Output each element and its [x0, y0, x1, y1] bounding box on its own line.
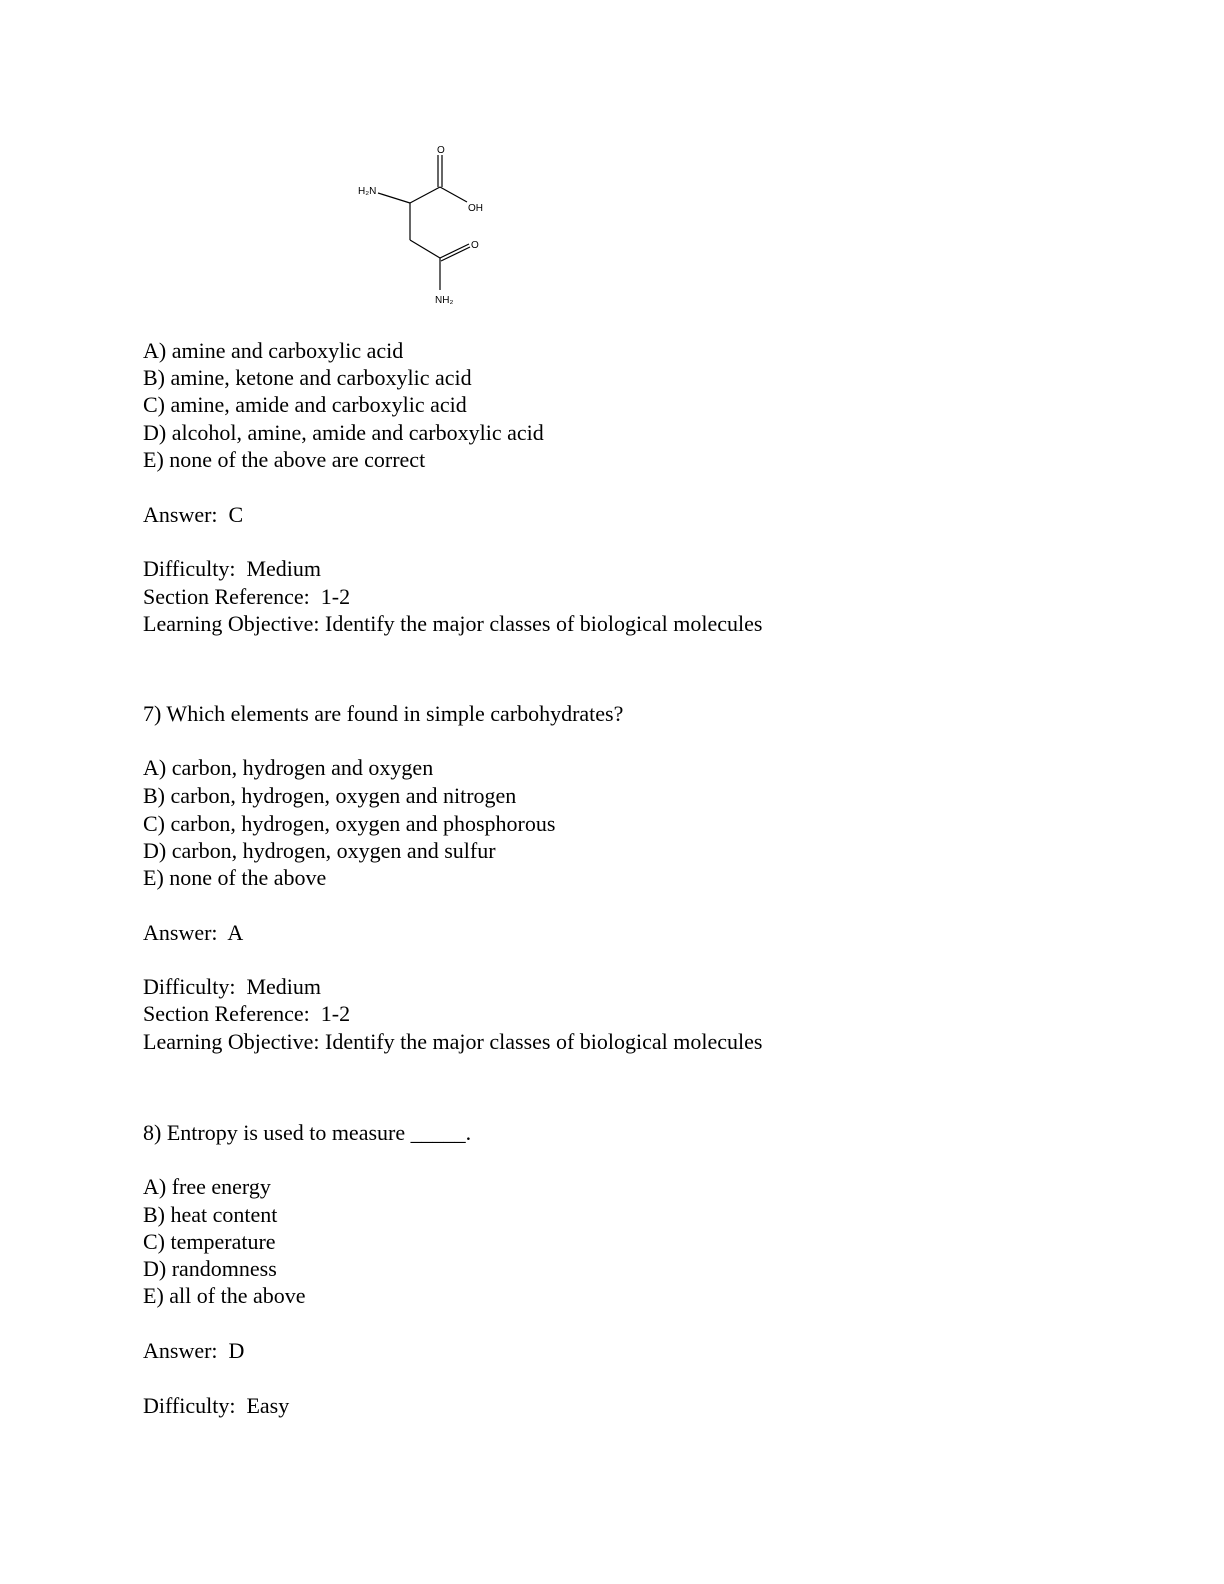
q8-option-b: B) heat content: [143, 1202, 278, 1227]
q7-option-b: B) carbon, hydrogen, oxygen and nitrogen: [143, 783, 517, 808]
q6-option-a: A) amine and carboxylic acid: [143, 338, 404, 363]
q8-option-c: C) temperature: [143, 1229, 276, 1254]
q7-option-d: D) carbon, hydrogen, oxygen and sulfur: [143, 838, 496, 863]
molecule-label-carbonyl-o: O: [437, 145, 445, 156]
molecule-label-amide-n: NH₂: [435, 295, 454, 306]
q8-difficulty: Difficulty: Easy: [143, 1393, 290, 1418]
q6-difficulty: Difficulty: Medium: [143, 556, 322, 581]
q6-answer: Answer: C: [143, 502, 244, 527]
q7-difficulty: Difficulty: Medium: [143, 974, 322, 999]
q7-question: 7) Which elements are found in simple carbohydrates?: [143, 701, 624, 726]
q6-learning-objective: Learning Objective: Identify the major classes of biological molecules: [143, 611, 763, 636]
q7-section-reference: Section Reference: 1-2: [143, 1001, 351, 1026]
q8-answer: Answer: D: [143, 1338, 245, 1363]
q6-option-b: B) amine, ketone and carboxylic acid: [143, 365, 472, 390]
q7-learning-objective: Learning Objective: Identify the major classes of biological molecules: [143, 1029, 763, 1054]
molecule-label-amide-o: O: [471, 240, 479, 251]
q7-option-a: A) carbon, hydrogen and oxygen: [143, 755, 434, 780]
q6-option-c: C) amine, amide and carboxylic acid: [143, 392, 467, 417]
q8-option-e: E) all of the above: [143, 1283, 306, 1308]
q7-option-c: C) carbon, hydrogen, oxygen and phosphorous: [143, 811, 556, 836]
q7-option-e: E) none of the above: [143, 865, 327, 890]
q6-section-reference: Section Reference: 1-2: [143, 584, 351, 609]
q8-question: 8) Entropy is used to measure _____.: [143, 1120, 472, 1145]
q7-answer: Answer: A: [143, 920, 244, 945]
q6-option-e: E) none of the above are correct: [143, 447, 426, 472]
q8-option-a: A) free energy: [143, 1174, 271, 1199]
asparagine-structure-diagram: [340, 140, 510, 315]
q8-option-d: D) randomness: [143, 1256, 277, 1281]
q6-option-d: D) alcohol, amine, amide and carboxylic acid: [143, 420, 544, 445]
molecule-label-hydroxyl: OH: [468, 203, 483, 214]
molecule-label-amine: H₂N: [358, 186, 377, 197]
